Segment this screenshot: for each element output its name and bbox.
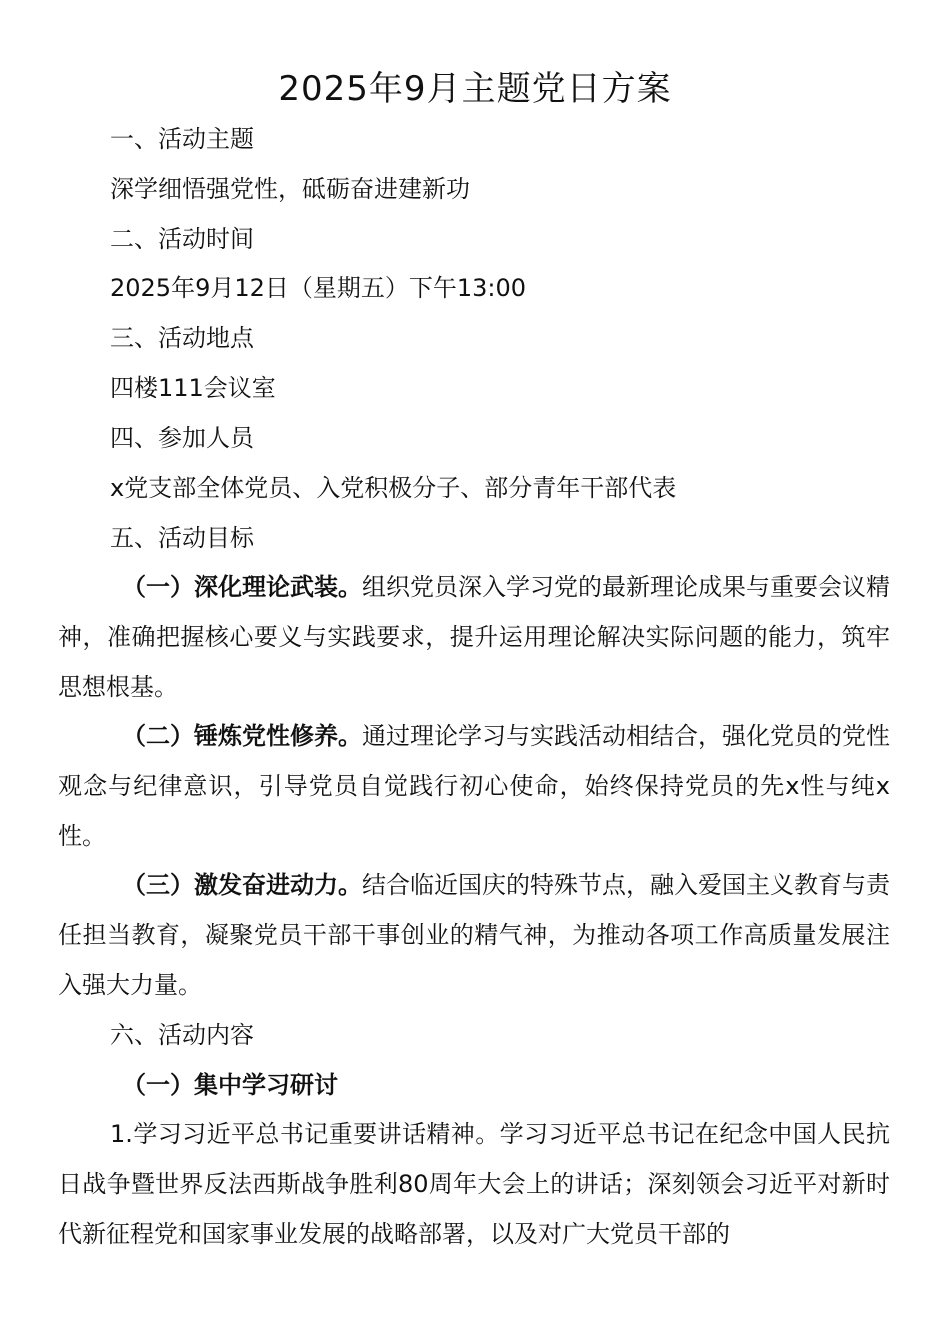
goal-paragraph-2 <box>58 711 890 861</box>
goal-1-lead: （一）深化理论武装。 <box>122 573 362 601</box>
section-heading-participants: 四、参加人员 <box>110 424 254 452</box>
document-title: 2025年9月主题党日方案 <box>278 69 672 109</box>
section-heading-time: 二、活动时间 <box>110 225 254 253</box>
content-subheading-1-text: （一）集中学习研讨 <box>122 1071 338 1099</box>
goal-1-text: 组织党员深入学习党的最新理论成果与重要会议精神，准确把握核心要义与实践要求，提升运用理论解决实际问题的能力，筑牢思想根基。 <box>58 573 890 701</box>
goal-2-lead: （二）锤炼党性修养。 <box>122 722 362 750</box>
goal-3-lead: （三）激发奋进动力。 <box>122 871 362 899</box>
goal-2-text: 通过理论学习与实践活动相结合，强化党员的党性观念与纪律意识，引导党员自觉践行初心使命，始终保持党员的先x性与纯x性。 <box>58 722 890 850</box>
goal-3-text: 结合临近国庆的特殊节点，融入爱国主义教育与责任担当教育，凝聚党员干部干事创业的精气神，为推动各项工作高质量发展注入强大力量。 <box>58 871 890 999</box>
time-text: 2025年9月12日（星期五）下午13:00 <box>110 274 527 302</box>
section-heading-location: 三、活动地点 <box>110 324 254 352</box>
goal-paragraph-3 <box>58 860 890 1010</box>
theme-text: 深学细悟强党性，砥砺奋进建新功 <box>110 175 470 203</box>
section-heading-goals: 五、活动目标 <box>110 524 254 552</box>
goal-paragraph-1 <box>58 562 890 712</box>
content-item-1: 1.学习习近平总书记重要讲话精神。学习习近平总书记在纪念中国人民抗日战争暨世界反法西斯战争胜利80周年大会上的讲话；深刻领会习近平对新时代新征程党和国家事业发展的战略部署，以及对广大党员干部的 <box>58 1120 890 1248</box>
participants-text: x党支部全体党员、入党积极分子、部分青年干部代表 <box>110 474 677 502</box>
location-text: 四楼111会议室 <box>110 374 276 402</box>
content-subheading-1 <box>122 1068 338 1102</box>
section-heading-content: 六、活动内容 <box>110 1021 254 1049</box>
section-heading-theme: 一、活动主题 <box>110 125 254 153</box>
